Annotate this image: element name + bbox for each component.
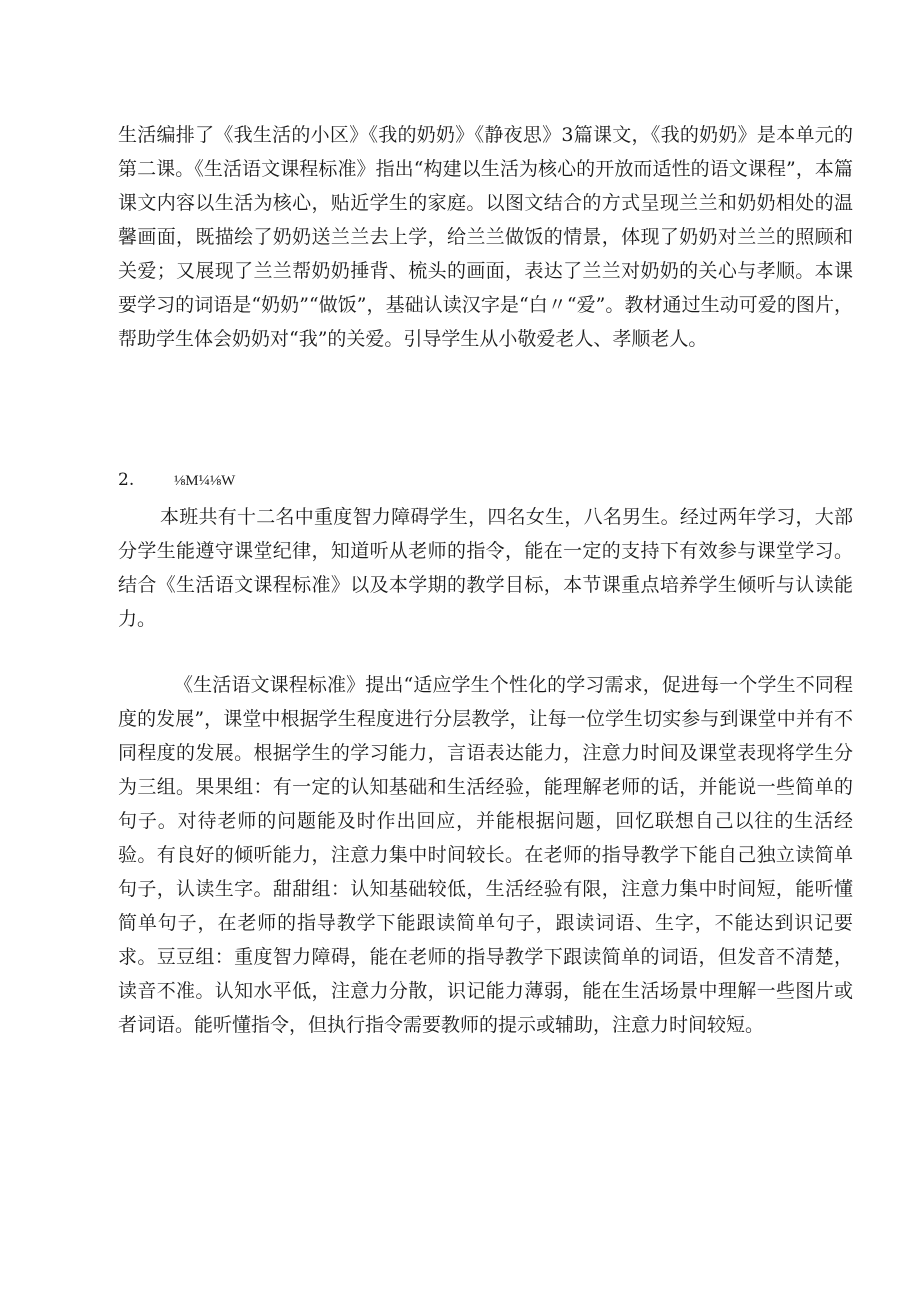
- section-heading: [118, 466, 235, 495]
- paragraph-student-grouping: 《生活语文课程标准》提出“适应学生个性化的学习需求，促进每一个学生不同程度的发展”，课堂中根据学生程度进行分层教学，让每一位学生切实参与到课堂中并有不同程度的发展。根据学生的学习能力，言语表达能力，注意力时间及课堂表现将学生分为三组。果果组：有一定的认知基础和生活经验，能理解老师的话，并能说一些简单的句子。对待老师的问题能及时作出回应，并能根据问题，回忆联想自己以往的生活经验。有良好的倾听能力，注意力集中时间较长。在老师的指导教学下能自己独立读简单句子，认读生字。甜甜组：认知基础较低，生活经验有限，注意力集中时间短，能听懂简单句子，在老师的指导教学下能跟读简单句子，跟读词语、生字，不能达到识记要求。豆豆组：重度智力障碍，能在老师的指导教学下跟读简单的词语，但发音不清楚，读音不准。认知水平低，注意力分散，识记能力薄弱，能在生活场景中理解一些图片或者词语。能听懂指令，但执行指令需要教师的提示或辅助，注意力时间较短。: [118, 674, 853, 1036]
- section-number: 2.: [118, 470, 135, 490]
- section-title: ⅛M¼⅛W: [174, 473, 236, 489]
- paragraph-class-overview: 本班共有十二名中重度智力障碍学生，四名女生，八名男生。经过两年学习，大部分学生能遵守课堂纪律，知道听从老师的指令，能在一定的支持下有效参与课堂学习。结合《生活语文课程标准》以及本学期的教学目标，本节课重点培养学生倾听与认读能力。: [118, 506, 853, 630]
- paragraph-textbook-analysis: 生活编排了《我生活的小区》《我的奶奶》《静夜思》3篇课文，《我的奶奶》是本单元的第二课。《生活语文课程标准》指出“构建以生活为核心的开放而适性的语文课程”，本篇课文内容以生活为核心，贴近学生的家庭。以图文结合的方式呈现兰兰和奶奶相处的温馨画面，既描绘了奶奶送兰兰去上学，给兰兰做饭的情景，体现了奶奶对兰兰的照顾和关爱；又展现了兰兰帮奶奶捶背、梳头的画面，表达了兰兰对奶奶的关心与孝顺。本课要学习的词语是“奶奶”“做饭”，基础认读汉字是“白〃“爱”。教材通过生动可爱的图片，帮助学生体会奶奶对“我”的关爱。引导学生从小敬爱老人、孝顺老人。: [118, 124, 853, 350]
